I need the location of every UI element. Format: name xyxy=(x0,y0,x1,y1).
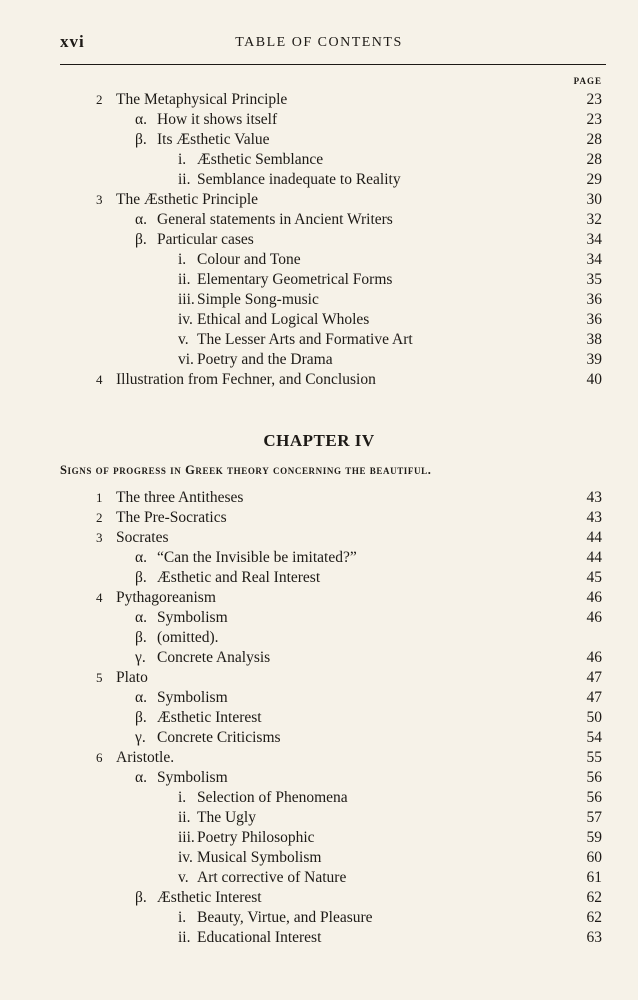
toc-entry-number: 5 xyxy=(96,670,103,685)
toc-entry-page: 32 xyxy=(586,211,602,228)
toc-entry-number: 4 xyxy=(96,372,103,387)
toc-entry xyxy=(0,928,638,948)
toc-entry-page: 56 xyxy=(586,769,602,786)
toc-entry-page: 23 xyxy=(586,91,602,108)
toc-entry-number: i. xyxy=(178,909,187,926)
toc-entry-number: i. xyxy=(178,789,187,806)
toc-entry-title: The Lesser Arts and Formative Art xyxy=(197,331,413,348)
toc-entry-page: 56 xyxy=(586,789,602,806)
toc-entry-page: 45 xyxy=(586,569,602,586)
toc-entry-number: 4 xyxy=(96,590,103,605)
toc-entry xyxy=(0,508,638,528)
toc-entry-title: Concrete Criticisms xyxy=(157,729,281,746)
toc-entry-title: The three Antitheses xyxy=(116,489,244,506)
toc-entry-number: ii. xyxy=(178,809,191,826)
toc-entry-number: iv. xyxy=(178,849,193,866)
toc-entry xyxy=(0,90,638,110)
toc-entry-number: α. xyxy=(135,609,147,626)
toc-entry xyxy=(0,588,638,608)
toc-entry-number: β. xyxy=(135,709,147,726)
toc-entry-number: v. xyxy=(178,331,189,348)
toc-entry-number: 6 xyxy=(96,750,103,765)
toc-entry-title: Educational Interest xyxy=(197,929,322,946)
toc-entry xyxy=(0,888,638,908)
toc-entry-title: Colour and Tone xyxy=(197,251,301,268)
toc-entry xyxy=(0,748,638,768)
toc-entry-number: α. xyxy=(135,769,147,786)
toc-entry-number: β. xyxy=(135,569,147,586)
toc-entry xyxy=(0,110,638,130)
toc-entry-page: 59 xyxy=(586,829,602,846)
toc-entry-page: 36 xyxy=(586,311,602,328)
toc-entry-page: 47 xyxy=(586,669,602,686)
toc-entry xyxy=(0,350,638,370)
page-column-label: PAGE xyxy=(573,76,602,86)
toc-entry-number: i. xyxy=(178,251,187,268)
toc-entry-title: The Pre-Socratics xyxy=(116,509,227,526)
toc-entry-page: 60 xyxy=(586,849,602,866)
toc-entry xyxy=(0,628,638,648)
toc-entry-page: 34 xyxy=(586,231,602,248)
page-number-roman: xvi xyxy=(60,32,85,51)
toc-entry-title: The Æsthetic Principle xyxy=(116,191,259,208)
toc-entry xyxy=(0,808,638,828)
toc-entry-title: Elementary Geometrical Forms xyxy=(197,271,393,288)
toc-entry xyxy=(0,150,638,170)
toc-entry-page: 63 xyxy=(586,929,602,946)
toc-entry xyxy=(0,648,638,668)
toc-entry-page: 40 xyxy=(586,371,602,388)
toc-entry-title: Æsthetic and Real Interest xyxy=(157,569,321,586)
toc-entry xyxy=(0,250,638,270)
toc-entry-page: 57 xyxy=(586,809,602,826)
toc-entry-number: iii. xyxy=(178,291,195,308)
toc-entry-number: β. xyxy=(135,629,147,646)
toc-entry xyxy=(0,828,638,848)
toc-entry-number: α. xyxy=(135,689,147,706)
toc-entry-page: 61 xyxy=(586,869,602,886)
toc-entry xyxy=(0,788,638,808)
header-rule xyxy=(60,64,606,65)
toc-entry-title: (omitted). xyxy=(157,629,219,646)
toc-entry-page: 62 xyxy=(586,909,602,926)
toc-entry xyxy=(0,528,638,548)
toc-entry-page: 47 xyxy=(586,689,602,706)
toc-entry-title: Pythagoreanism xyxy=(116,589,216,606)
toc-entry-title: Symbolism xyxy=(157,769,228,786)
toc-entry-page: 34 xyxy=(586,251,602,268)
toc-entry xyxy=(0,668,638,688)
toc-entry-number: i. xyxy=(178,151,187,168)
toc-entry xyxy=(0,210,638,230)
chapter-heading: CHAPTER IV xyxy=(263,431,375,450)
toc-entry-page: 29 xyxy=(586,171,602,188)
toc-entry-number: β. xyxy=(135,131,147,148)
toc-entry xyxy=(0,170,638,190)
toc-entry-number: ii. xyxy=(178,171,191,188)
toc-entry-page: 23 xyxy=(586,111,602,128)
toc-entry-number: 1 xyxy=(96,490,103,505)
toc-entry-number: β. xyxy=(135,889,147,906)
chapter-subtitle: Signs of progress in Greek theory concerning the beautiful. xyxy=(60,463,432,477)
toc-entry-title: Poetry Philosophic xyxy=(197,829,315,846)
toc-entry-page: 28 xyxy=(586,131,602,148)
toc-entry xyxy=(0,688,638,708)
toc-entry-number: γ. xyxy=(135,649,146,666)
toc-entry xyxy=(0,548,638,568)
toc-entry-number: α. xyxy=(135,211,147,228)
toc-entry-title: Selection of Phenomena xyxy=(197,789,348,806)
toc-entry xyxy=(0,908,638,928)
toc-entry-page: 43 xyxy=(586,489,602,506)
toc-entry-title: Æsthetic Interest xyxy=(157,709,262,726)
toc-entry-number: ii. xyxy=(178,271,191,288)
toc-entry-page: 62 xyxy=(586,889,602,906)
toc-entry xyxy=(0,768,638,788)
toc-entry-page: 36 xyxy=(586,291,602,308)
toc-entry-title: The Ugly xyxy=(197,809,256,826)
toc-entry-title: Socrates xyxy=(116,529,169,546)
toc-entry-title: Semblance inadequate to Reality xyxy=(197,171,401,188)
toc-entry xyxy=(0,130,638,150)
toc-entry-page: 46 xyxy=(586,589,602,606)
toc-entry-title: Its Æsthetic Value xyxy=(157,131,270,148)
running-title: TABLE OF CONTENTS xyxy=(235,35,403,50)
toc-entry-title: Æsthetic Interest xyxy=(157,889,262,906)
toc-entry-page: 55 xyxy=(586,749,602,766)
toc-entry-page: 44 xyxy=(586,549,602,566)
toc-entry-page: 50 xyxy=(586,709,602,726)
toc-entry-page: 28 xyxy=(586,151,602,168)
toc-entry-page: 35 xyxy=(586,271,602,288)
toc-entry-title: Symbolism xyxy=(157,609,228,626)
toc-entry-number: v. xyxy=(178,869,189,886)
toc-entry-title: Poetry and the Drama xyxy=(197,351,333,368)
toc-entry-number: α. xyxy=(135,549,147,566)
toc-entry xyxy=(0,270,638,290)
toc-entry-number: 3 xyxy=(96,530,103,545)
toc-entry-page: 39 xyxy=(586,351,602,368)
toc-entry-number: 3 xyxy=(96,192,103,207)
toc-entry-title: The Metaphysical Principle xyxy=(116,91,288,108)
toc-entry-title: Simple Song-music xyxy=(197,291,319,308)
toc-entry-title: Illustration from Fechner, and Conclusion xyxy=(116,371,376,388)
toc-entry xyxy=(0,568,638,588)
toc-entry xyxy=(0,190,638,210)
toc-entry-number: α. xyxy=(135,111,147,128)
toc-entry xyxy=(0,370,638,390)
toc-entry-number: γ. xyxy=(135,729,146,746)
toc-entry xyxy=(0,848,638,868)
toc-entry xyxy=(0,290,638,310)
toc-entry xyxy=(0,310,638,330)
toc-entry-title: Æsthetic Semblance xyxy=(197,151,324,168)
toc-entry-title: Beauty, Virtue, and Pleasure xyxy=(197,909,373,926)
toc-entry-page: 46 xyxy=(586,649,602,666)
toc-entry-title: Symbolism xyxy=(157,689,228,706)
toc-entry-title: Musical Symbolism xyxy=(197,849,322,866)
toc-entry-page: 38 xyxy=(586,331,602,348)
toc-entry-title: Art corrective of Nature xyxy=(197,869,347,886)
toc-entry-number: 2 xyxy=(96,510,103,525)
toc-entry xyxy=(0,728,638,748)
toc-entry-number: 2 xyxy=(96,92,103,107)
toc-entry-number: ii. xyxy=(178,929,191,946)
toc-entry xyxy=(0,708,638,728)
toc-entry-page: 54 xyxy=(586,729,602,746)
toc-entry-title: Aristotle. xyxy=(116,749,175,766)
toc-entry-title: Concrete Analysis xyxy=(157,649,271,666)
toc-entry xyxy=(0,608,638,628)
toc-entry-title: How it shows itself xyxy=(157,111,278,128)
toc-entry-title: “Can the Invisible be imitated?” xyxy=(157,549,357,566)
toc-entry-number: β. xyxy=(135,231,147,248)
toc-entry-title: Plato xyxy=(116,669,148,686)
toc-entry-page: 44 xyxy=(586,529,602,546)
toc-entry-page: 43 xyxy=(586,509,602,526)
toc-entry-title: Particular cases xyxy=(157,231,254,248)
toc-entry-number: iii. xyxy=(178,829,195,846)
toc-entry xyxy=(0,488,638,508)
toc-entry-title: General statements in Ancient Writers xyxy=(157,211,393,228)
toc-entry-page: 46 xyxy=(586,609,602,626)
toc-entry-page: 30 xyxy=(586,191,602,208)
toc-entry xyxy=(0,230,638,250)
toc-entry xyxy=(0,330,638,350)
toc-entry-number: vi. xyxy=(178,351,194,368)
toc-entry-title: Ethical and Logical Wholes xyxy=(197,311,370,328)
toc-entry-number: iv. xyxy=(178,311,193,328)
toc-entry xyxy=(0,868,638,888)
